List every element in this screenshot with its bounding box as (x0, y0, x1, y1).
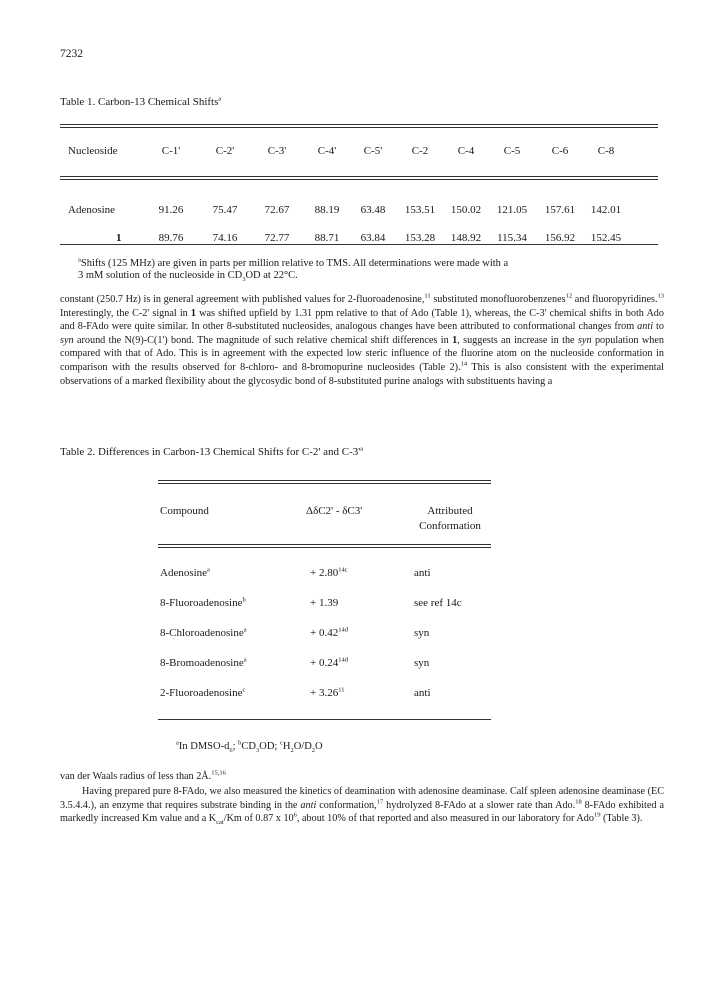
text-run: constant (250.7 Hz) is in general agreement with published values for 2-fluoroadenosine, (60, 294, 425, 305)
table1-cell: 75.47 (212, 204, 238, 216)
table2-conformation: anti (414, 687, 431, 699)
table1-col-header: C-8 (597, 145, 615, 157)
italic-term: anti (637, 321, 654, 333)
table2-delta (310, 567, 348, 579)
compound-number: 1 (190, 307, 196, 319)
table1-cell: 115.34 (497, 232, 527, 244)
citation-ref: 17 (376, 798, 384, 806)
table1-cell: 121.05 (496, 204, 528, 216)
text-run: (Table 3). (600, 813, 643, 825)
table1-col-header: C-3' (267, 145, 287, 157)
table1-cell: Adenosine (68, 204, 116, 216)
compound-name: 8-Chloroadenosine (160, 627, 244, 639)
table2-conformation: anti (414, 567, 431, 579)
compound-name: 2-Fluoroadenosine (160, 687, 243, 699)
body-paragraph (60, 293, 664, 388)
table2-conformation: syn (414, 627, 430, 639)
table2-mid-rule-2 (158, 547, 491, 548)
table2-compound (160, 687, 245, 699)
footnote-text: CD (241, 741, 256, 752)
table1-mid-rule (60, 176, 658, 177)
body-paragraph (60, 785, 664, 826)
table1-cell: 63.48 (360, 204, 386, 216)
citation-ref: 19 (593, 811, 601, 819)
table2-mid-rule (158, 544, 491, 545)
table2-delta (310, 597, 338, 609)
table1-top-rule-2 (60, 127, 658, 128)
footnote-mark: a (176, 739, 179, 747)
delta-value: + 0.24 (310, 657, 339, 669)
table1-cell: 74.16 (212, 232, 238, 244)
citation-ref: 14 (460, 360, 468, 368)
table1-mid-rule-2 (60, 179, 658, 180)
table2-caption-mark: a (360, 445, 364, 453)
table2-delta (310, 627, 348, 639)
table2-compound (160, 567, 210, 579)
citation-ref: 18 (575, 798, 582, 806)
table1-col-header: C-4' (317, 145, 337, 157)
footnote-mark: a (78, 256, 81, 264)
table1-cell: 72.77 (264, 232, 290, 244)
table2-caption (60, 446, 363, 458)
table1-cell: 148.92 (450, 232, 482, 244)
italic-term: syn (577, 334, 592, 346)
table1-cell: 152.45 (590, 232, 622, 244)
table1-col-header: C-1' (161, 145, 181, 157)
compound-number: 1 (452, 334, 458, 346)
text-run: conformation, (316, 799, 377, 811)
table1-caption-text: Table 1. Carbon-13 Chemical Shifts (60, 96, 219, 108)
table1-caption-mark: a (218, 95, 222, 103)
table1-cell: 89.76 (158, 232, 184, 244)
table1-cell: 63.84 (360, 232, 386, 244)
table2-caption-text: Table 2. Differences in Carbon-13 Chemical Shifts for C-2' and C-3' (60, 446, 361, 458)
page-number: 7232 (60, 48, 83, 60)
text-run: van der Waals radius of less than 2Å. (60, 771, 212, 782)
text-run: 8-FAdo exhibited a markedly increased Km value and a K (60, 799, 664, 825)
table2-top-rule (158, 480, 491, 481)
text-run: Interestingly, the C-2' signal in (60, 307, 191, 319)
body-paragraph (60, 770, 664, 784)
table2-delta (310, 657, 348, 669)
table1-cell: 142.01 (590, 204, 622, 216)
table2-delta (310, 687, 344, 699)
text-run: around the N(9)-C(1') bond. The magnitude of such relative chemical shift differences in (73, 334, 453, 346)
footnote-mark: a (243, 626, 247, 634)
subscript: cat (216, 819, 224, 827)
footnote-text: 3 mM solution of the nucleoside in CD (78, 269, 243, 281)
footnote-subscript: 3 (256, 747, 260, 755)
citation-ref: 15,16 (211, 769, 226, 777)
text-run: , suggests an increase in the (457, 334, 578, 346)
table1-cell: 72.67 (264, 204, 290, 216)
table1-col-header: C-5' (363, 145, 383, 157)
footnote-text: O (315, 741, 323, 752)
citation-ref: 14d (338, 656, 348, 664)
table2-compound (160, 597, 246, 609)
footnote-mark: c (279, 739, 283, 747)
italic-term: anti (300, 799, 317, 811)
table1-cell: 153.28 (404, 232, 436, 244)
citation-ref: 13 (657, 292, 664, 300)
table2-conformation: see ref 14c (414, 597, 462, 609)
footnote-text: Shifts (125 MHz) are given in parts per million relative to TMS. All determinations were made with a (80, 258, 509, 269)
text-run: /Km of 0.87 x 10 (223, 813, 294, 825)
citation-ref: 12 (565, 292, 573, 300)
citation-ref: 14d (338, 626, 348, 634)
table2-col-header: ΔδC2' - δC3' (306, 505, 363, 517)
compound-name: 8-Fluoroadenosine (160, 597, 243, 609)
italic-term: syn (60, 334, 74, 346)
compound-name: 8-Bromoadenosine (160, 657, 244, 669)
table1-caption (60, 96, 221, 108)
table1-cell: 1 (116, 232, 122, 244)
table2-footnote (176, 741, 323, 753)
table2-compound (160, 627, 247, 639)
footnote-mark: c (242, 686, 246, 694)
delta-value: + 3.26 (310, 687, 339, 699)
citation-ref: 11 (338, 686, 345, 694)
table2-col-header: Compound (160, 505, 209, 517)
text-run: Having prepared pure 8-FAdo, we also measured the kinetics of deamination with adenosine deaminase. Calf spleen adenosine deaminase (EC 3.5.4.4.), an enzyme that requires substrate binding in the (60, 786, 664, 811)
citation-ref: 14c (338, 566, 348, 574)
citation-ref: 11 (424, 292, 431, 300)
footnote-text: OD; (259, 741, 280, 752)
delta-value: + 0.42 (310, 627, 339, 639)
text-run: This is also consistent with the experimental observations of a marked flexibility about the glycosydic bond of 8-substituted purine analogs with substituents having a (60, 361, 664, 387)
footnote-mark: b (242, 596, 246, 604)
text-run: , about 10% of that reported and also measured in our laboratory for Ado (296, 813, 594, 825)
footnote-mark: b (238, 739, 242, 747)
table1-col-header: C-2' (215, 145, 235, 157)
table1-col-header: C-5 (503, 145, 521, 157)
footnote-mark: a (243, 656, 247, 664)
table2-col-header: Attributed (427, 505, 473, 517)
table2-col-header: Conformation (419, 520, 481, 532)
table1-col-header: Nucleoside (68, 145, 118, 157)
table1-cell: 91.26 (158, 204, 184, 216)
text-run: substituted monofluorobenzenes (430, 294, 566, 305)
table1-col-header: C-6 (551, 145, 569, 157)
footnote-subscript: 2 (290, 747, 294, 755)
table1-cell: 156.92 (544, 232, 576, 244)
table1-cell: 153.51 (404, 204, 436, 216)
table2-compound (160, 657, 247, 669)
footnote-text: H (282, 741, 291, 752)
delta-value: + 1.39 (310, 597, 339, 609)
delta-value: + 2.80 (310, 567, 339, 579)
table2-conformation: syn (414, 657, 430, 669)
text-run: hydrolyzed 8-FAdo at a slower rate than Ado. (383, 799, 576, 811)
table1-cell: 157.61 (544, 204, 576, 216)
text-run: and fluoropyridines. (572, 294, 658, 305)
footnote-text: OD at 22°C. (245, 269, 298, 281)
footnote-text: ; (232, 741, 239, 752)
superscript: 6 (293, 811, 297, 819)
footnote-text: O/D (293, 741, 312, 752)
table1-cell: 88.71 (314, 232, 340, 244)
footnote-subscript: 3 (242, 275, 246, 283)
table1-col-header: C-2 (411, 145, 429, 157)
footnote-subscript: 2 (311, 747, 316, 755)
table1-cell: 88.19 (314, 204, 340, 216)
table1-footnote (78, 258, 638, 281)
text-run: population when compared with that of Ado. This is in agreement with the expected low steric influence of the fluorine atom on the nucleoside conformation in comparison with the results observed for 8-chloro- and 8-bromopurine nucleosides (Table 2). (60, 334, 664, 373)
table1-bottom-rule (60, 244, 658, 245)
table1-cell: 150.02 (450, 204, 482, 216)
footnote-text: In DMSO-d (178, 741, 230, 752)
table1-col-header: C-4 (457, 145, 475, 157)
text-run: was shifted upfield by 1.31 ppm relative to that of Ado (Table 1), whereas, the C-3' chemical shifts in both Ado and 8-FAdo were quite similar. In other 8-substituted nucleosides, analogous changes have been attributed to conformational changes from (60, 307, 664, 333)
table2-top-rule-2 (158, 483, 491, 484)
compound-name: Adenosine (160, 567, 208, 579)
table1-top-rule (60, 124, 658, 125)
text-run: to (653, 321, 664, 333)
footnote-mark: a (207, 566, 210, 574)
table2-bottom-rule (158, 719, 491, 720)
footnote-subscript: 6 (229, 747, 233, 755)
